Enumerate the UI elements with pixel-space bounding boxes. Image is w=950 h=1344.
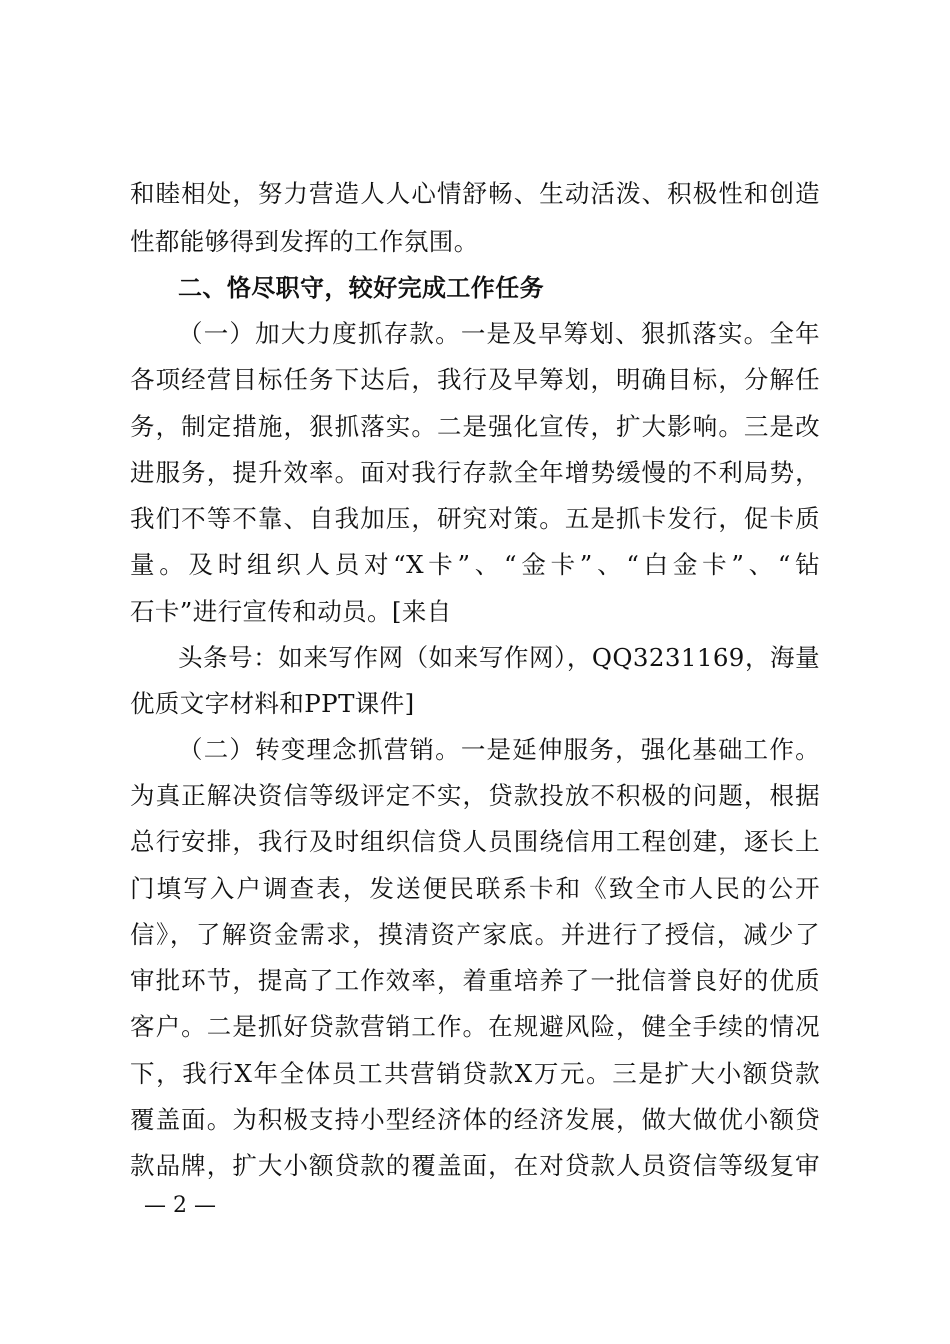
paragraph-line: （二）转变理念抓营销。一是延伸服务，强化基础工作。 — [178, 735, 820, 764]
page-number: — 2 — — [144, 1193, 216, 1218]
paragraph-line: 石卡”进行宣传和动员。[来自 — [130, 597, 452, 626]
paragraph-line: 优质文字材料和PPT课件] — [130, 689, 415, 718]
paragraph-line: 门填写入户调查表，发送便民联系卡和《致全市人民的公开 — [130, 874, 820, 903]
paragraph-line: 下，我行X年全体员工共营销贷款X万元。三是扩大小额贷款 — [130, 1059, 820, 1088]
paragraph-line: 各项经营目标任务下达后，我行及早筹划，明确目标，分解任 — [130, 365, 820, 394]
paragraph-line: 客户。二是抓好贷款营销工作。在规避风险，健全手续的情况 — [130, 1012, 820, 1041]
paragraph-line: 务，制定措施，狠抓落实。二是强化宣传，扩大影响。三是改 — [130, 412, 820, 441]
paragraph-line: 信》，了解资金需求，摸清资产家底。并进行了授信，减少了 — [130, 920, 820, 949]
paragraph-line: 进服务，提升效率。面对我行存款全年增势缓慢的不利局势， — [130, 458, 820, 487]
paragraph-line: 总行安排，我行及时组织信贷人员围绕信用工程创建，逐长上 — [130, 827, 820, 856]
section-heading: 二、恪尽职守，较好完成工作任务 — [178, 274, 544, 302]
paragraph-line: （一）加大力度抓存款。一是及早筹划、狠抓落实。全年 — [178, 319, 820, 348]
paragraph-line: 性都能够得到发挥的工作氛围。 — [130, 227, 479, 256]
paragraph-line: 审批环节，提高了工作效率，着重培养了一批信誉良好的优质 — [130, 966, 820, 995]
paragraph-line: 款品牌，扩大小额贷款的覆盖面，在对贷款人员资信等级复审 — [130, 1151, 820, 1180]
paragraph-line: 覆盖面。为积极支持小型经济体的经济发展，做大做优小额贷 — [130, 1105, 820, 1134]
paragraph-line: 为真正解决资信等级评定不实，贷款投放不积极的问题，根据 — [130, 781, 820, 810]
paragraph-line: 我们不等不靠、自我加压，研究对策。五是抓卡发行，促卡质 — [130, 504, 820, 533]
paragraph-line: 和睦相处，努力营造人人心情舒畅、生动活泼、积极性和创造 — [130, 179, 820, 208]
paragraph-line: 头条号：如来写作网（如来写作网），QQ3231169，海量 — [178, 643, 820, 672]
paragraph-line: 量。及时组织人员对“X卡”、“金卡”、“白金卡”、“钻 — [130, 550, 820, 579]
